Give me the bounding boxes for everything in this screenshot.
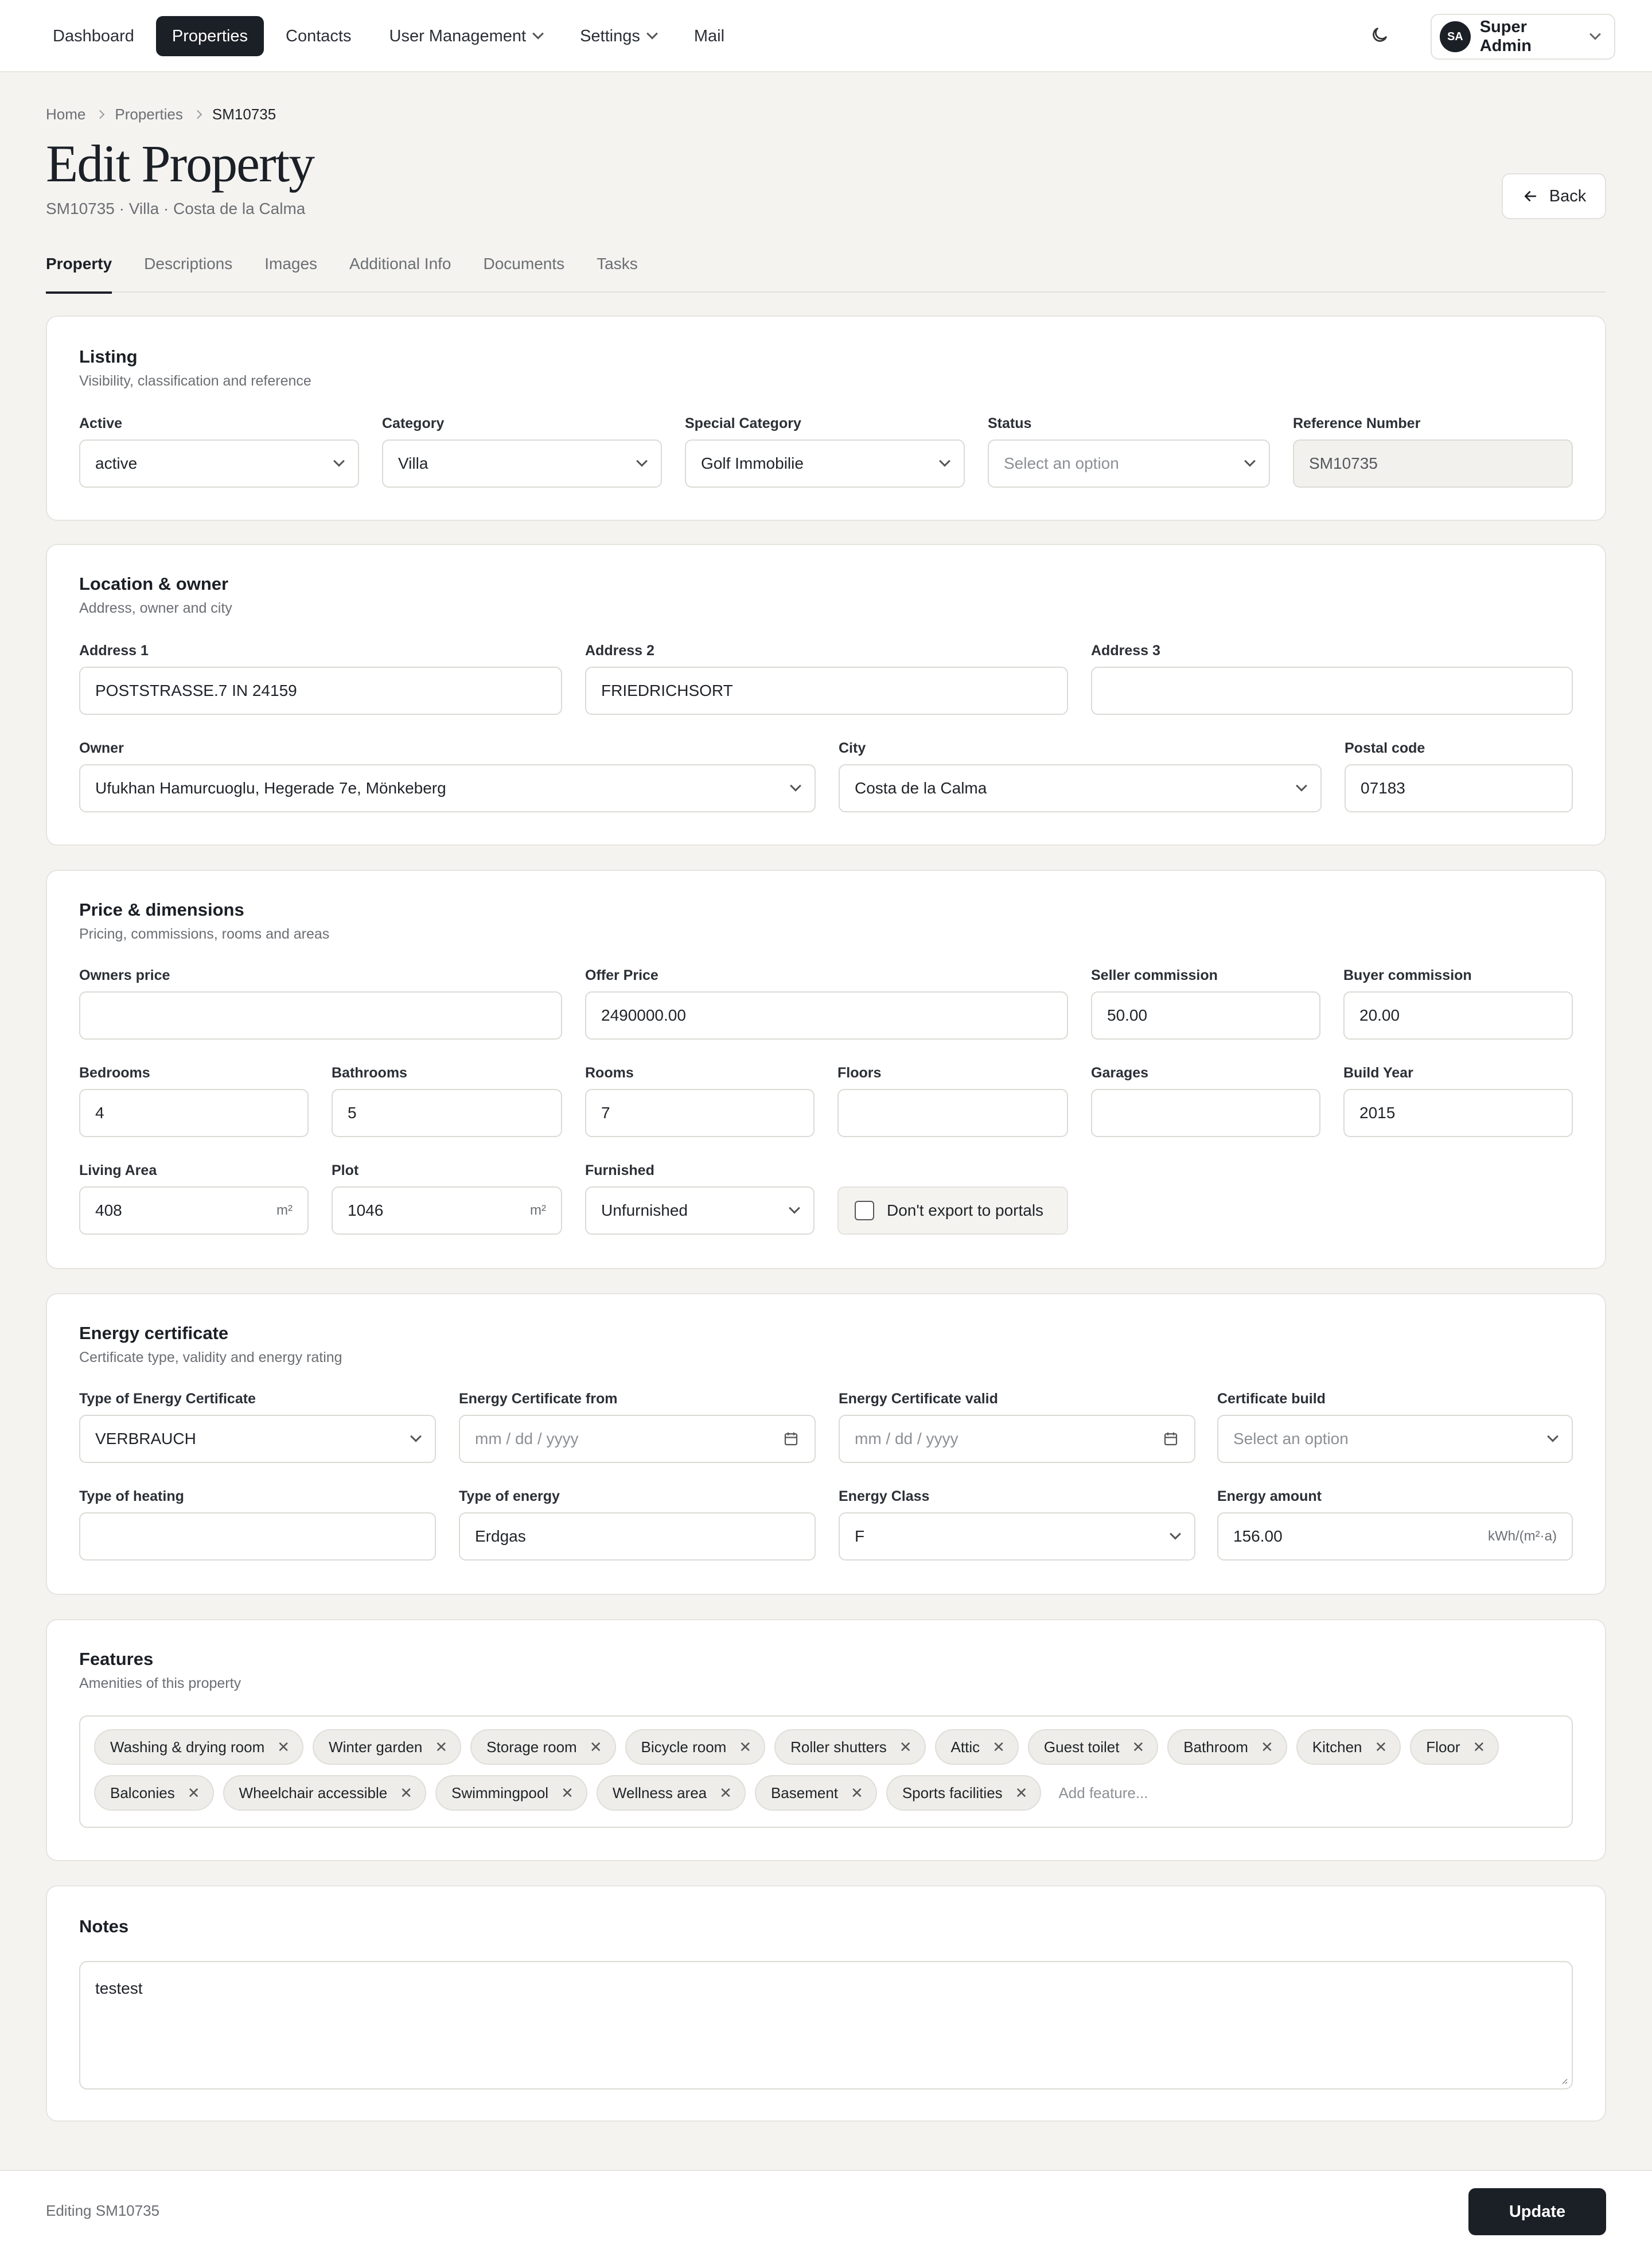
no-export-toggle[interactable]: [837, 1186, 1068, 1235]
category-select[interactable]: [382, 439, 662, 488]
location-card: [46, 544, 1606, 846]
reference-number-field: [1293, 439, 1573, 488]
garages-input[interactable]: [1091, 1089, 1320, 1137]
field-label: Build Year: [1343, 1065, 1413, 1081]
feature-chip: [1410, 1729, 1499, 1765]
field-value: FRIEDRICHSORT: [601, 682, 733, 699]
field-label: Energy Class: [839, 1488, 930, 1504]
build-year-input[interactable]: [1343, 1089, 1573, 1137]
postal-code-input[interactable]: [1345, 764, 1573, 812]
remove-chip-icon[interactable]: ✕: [719, 1784, 732, 1801]
back-label: Back: [1549, 186, 1587, 205]
page-title: Edit Property: [46, 134, 314, 193]
tab-images[interactable]: Images: [264, 255, 318, 273]
offer-price-input[interactable]: [585, 991, 1068, 1040]
energy-card: [46, 1293, 1606, 1595]
card-title: Listing: [79, 347, 138, 367]
certificate-from-date[interactable]: [459, 1415, 816, 1463]
nav-label: Properties: [172, 26, 248, 45]
field-label: Furnished: [585, 1162, 654, 1178]
unit-label: kWh/(m²·a): [1488, 1528, 1557, 1544]
features-card: [46, 1619, 1606, 1861]
feature-chip: [625, 1729, 766, 1765]
field-label: Postal code: [1345, 740, 1425, 756]
field-label: Energy amount: [1217, 1488, 1322, 1504]
bedrooms-input[interactable]: [79, 1089, 309, 1137]
nav-user-management[interactable]: [373, 16, 559, 56]
feature-chip: [755, 1775, 877, 1811]
update-button[interactable]: Update: [1468, 2188, 1606, 2235]
select-placeholder: Select an option: [1233, 1430, 1349, 1448]
feature-chip-row: [94, 1775, 1148, 1811]
field-label: Address 2: [585, 643, 654, 659]
energy-class-select[interactable]: [839, 1512, 1195, 1561]
remove-chip-icon[interactable]: ✕: [992, 1738, 1005, 1756]
chevron-down-icon: [1244, 456, 1256, 467]
chevron-down-icon: [333, 456, 345, 467]
card-subtitle: Address, owner and city: [79, 600, 232, 616]
address3-input[interactable]: [1091, 667, 1573, 715]
owners-price-input[interactable]: [79, 991, 562, 1040]
select-value: Unfurnished: [601, 1201, 688, 1219]
unit-label: m²: [530, 1203, 546, 1218]
city-select[interactable]: [839, 764, 1322, 812]
breadcrumb-home[interactable]: Home: [46, 106, 86, 123]
feature-chip-row: [94, 1729, 1499, 1765]
field-value: 50.00: [1107, 1006, 1148, 1024]
remove-chip-icon[interactable]: ✕: [739, 1738, 752, 1756]
field-label: Type of Energy Certificate: [79, 1391, 256, 1407]
main-nav: [37, 16, 741, 56]
tab-bar: [46, 252, 1606, 293]
field-label: Status: [988, 415, 1032, 431]
notes-card: [46, 1885, 1606, 2122]
unit-label: m²: [276, 1203, 293, 1218]
field-value: 5: [348, 1104, 357, 1122]
chevron-right-icon: [96, 110, 105, 119]
feature-chip: [597, 1775, 746, 1811]
field-label: Bedrooms: [79, 1065, 150, 1081]
feature-chip-label: Roller shutters: [790, 1738, 887, 1756]
feature-chip: [94, 1729, 303, 1765]
listing-card: [46, 316, 1606, 521]
nav-contacts[interactable]: [270, 16, 367, 56]
chevron-down-icon: [636, 456, 648, 467]
remove-chip-icon[interactable]: ✕: [851, 1784, 863, 1801]
chevron-down-icon: [939, 456, 950, 467]
select-value: F: [855, 1527, 865, 1545]
remove-chip-icon[interactable]: ✕: [561, 1784, 574, 1801]
nav-settings[interactable]: [564, 16, 672, 56]
remove-chip-icon[interactable]: ✕: [400, 1784, 412, 1801]
field-label: Seller commission: [1091, 967, 1218, 983]
date-placeholder: mm / dd / yyyy: [475, 1430, 579, 1448]
address2-input[interactable]: [585, 667, 1068, 715]
tab-documents[interactable]: Documents: [483, 255, 565, 273]
feature-chip: [435, 1775, 587, 1811]
feature-chip: [774, 1729, 925, 1765]
field-label: Category: [382, 415, 445, 431]
field-label: Active: [79, 415, 123, 431]
field-label: Floors: [837, 1065, 882, 1081]
card-subtitle: Amenities of this property: [79, 1675, 241, 1691]
calendar-icon[interactable]: [782, 1430, 800, 1448]
field-label: Address 1: [79, 643, 149, 659]
checkbox-label: Don't export to portals: [887, 1201, 1044, 1219]
status-select[interactable]: [988, 439, 1270, 488]
date-placeholder: mm / dd / yyyy: [855, 1430, 959, 1448]
field-label: Bathrooms: [332, 1065, 407, 1081]
field-value: Erdgas: [475, 1527, 526, 1545]
chevron-down-icon: [532, 28, 544, 40]
seller-commission-input[interactable]: [1091, 991, 1320, 1040]
remove-chip-icon[interactable]: ✕: [1132, 1738, 1145, 1756]
buyer-commission-input[interactable]: [1343, 991, 1573, 1040]
feature-chip-label: Guest toilet: [1043, 1738, 1120, 1756]
field-label: Address 3: [1091, 643, 1160, 659]
remove-chip-icon[interactable]: ✕: [1472, 1738, 1486, 1756]
field-label: Offer Price: [585, 967, 659, 983]
feature-chip-label: Swimmingpool: [451, 1784, 549, 1801]
field-label: Buyer commission: [1343, 967, 1472, 983]
feature-chip-label: Winter garden: [329, 1738, 423, 1756]
remove-chip-icon[interactable]: ✕: [435, 1738, 448, 1756]
nav-label: Contacts: [286, 26, 352, 45]
card-subtitle: Visibility, classification and reference: [79, 373, 311, 389]
calendar-icon[interactable]: [1162, 1430, 1179, 1448]
field-value: SM10735: [1309, 454, 1378, 472]
bathrooms-input[interactable]: [332, 1089, 562, 1137]
remove-chip-icon[interactable]: ✕: [589, 1738, 602, 1756]
breadcrumb: [46, 106, 276, 123]
footer-bar: [0, 2170, 1652, 2249]
breadcrumb-properties[interactable]: Properties: [115, 106, 183, 123]
feature-chip-label: Storage room: [486, 1738, 577, 1756]
select-value: active: [95, 454, 138, 472]
field-label: City: [839, 740, 866, 756]
feature-chip: [313, 1729, 461, 1765]
feature-chip: [1296, 1729, 1401, 1765]
select-placeholder: Select an option: [1004, 454, 1119, 472]
no-export-checkbox[interactable]: [855, 1201, 874, 1220]
feature-chip: [1028, 1729, 1158, 1765]
feature-chip-label: Attic: [950, 1738, 980, 1756]
nav-dashboard[interactable]: [37, 16, 150, 56]
field-label: Rooms: [585, 1065, 634, 1081]
arrow-left-icon: [1522, 188, 1539, 205]
field-label: Reference Number: [1293, 415, 1421, 431]
nav-label: User Management: [389, 26, 527, 45]
heating-type-input[interactable]: [79, 1512, 436, 1561]
feature-chip-label: Wellness area: [612, 1784, 707, 1801]
feature-chip-label: Kitchen: [1312, 1738, 1362, 1756]
nav-mail[interactable]: [678, 16, 741, 56]
field-value: 20.00: [1359, 1006, 1400, 1024]
select-value: Villa: [398, 454, 428, 472]
address1-input[interactable]: [79, 667, 562, 715]
field-label: Living Area: [79, 1162, 157, 1178]
field-label: Special Category: [685, 415, 801, 431]
select-value: Costa de la Calma: [855, 779, 987, 797]
field-label: Energy Certificate valid: [839, 1391, 998, 1407]
field-value: 2015: [1359, 1104, 1396, 1122]
field-label: Owner: [79, 740, 124, 756]
floors-input[interactable]: [837, 1089, 1068, 1137]
field-value: 4: [95, 1104, 104, 1122]
chevron-down-icon: [1296, 780, 1307, 792]
nav-label: Mail: [693, 26, 725, 45]
field-value: 156.00: [1233, 1527, 1283, 1545]
remove-chip-icon[interactable]: ✕: [1015, 1784, 1028, 1801]
certificate-valid-date[interactable]: [839, 1415, 1195, 1463]
feature-tag-input[interactable]: [79, 1715, 1573, 1828]
special-category-select[interactable]: [685, 439, 965, 488]
field-value: 2490000.00: [601, 1006, 686, 1024]
price-card: [46, 870, 1606, 1269]
chevron-down-icon: [790, 780, 801, 792]
feature-chip-label: Balconies: [110, 1784, 175, 1801]
feature-chip: [935, 1729, 1019, 1765]
back-button[interactable]: [1502, 173, 1606, 219]
energy-amount-input[interactable]: [1217, 1512, 1573, 1561]
user-menu-button[interactable]: [1431, 14, 1615, 60]
feature-chip-label: Basement: [770, 1784, 839, 1801]
card-title: Features: [79, 1649, 154, 1669]
certificate-type-select[interactable]: [79, 1415, 436, 1463]
living-area-input[interactable]: [79, 1186, 309, 1235]
feature-chip-label: Floor: [1426, 1738, 1460, 1756]
owner-select[interactable]: [79, 764, 816, 812]
chevron-down-icon: [1589, 29, 1601, 40]
field-label: Type of heating: [79, 1488, 184, 1504]
chevron-down-icon: [1170, 1528, 1181, 1540]
select-value: Golf Immobilie: [701, 454, 804, 472]
remove-chip-icon[interactable]: ✕: [1260, 1738, 1273, 1756]
feature-chip: [470, 1729, 615, 1765]
notes-textarea[interactable]: [79, 1961, 1573, 2090]
feature-chip-label: Wheelchair accessible: [239, 1784, 388, 1801]
card-title: Energy certificate: [79, 1323, 229, 1343]
feature-chip: [886, 1775, 1042, 1811]
nav-label: Dashboard: [53, 26, 134, 45]
chevron-down-icon: [410, 1431, 422, 1442]
field-value: 07183: [1361, 779, 1405, 797]
field-label: Energy Certificate from: [459, 1391, 618, 1407]
chevron-down-icon: [646, 28, 658, 40]
card-title: Location & owner: [79, 574, 229, 594]
select-value: VERBRAUCH: [95, 1430, 196, 1448]
remove-chip-icon[interactable]: ✕: [277, 1738, 290, 1756]
chevron-right-icon: [193, 110, 202, 119]
field-value: 1046: [348, 1201, 384, 1219]
card-title: Price & dimensions: [79, 900, 244, 920]
top-navbar: [0, 0, 1652, 72]
field-value: 408: [95, 1201, 122, 1219]
furnished-select[interactable]: [585, 1186, 815, 1235]
remove-chip-icon[interactable]: ✕: [1374, 1738, 1388, 1756]
field-label: Certificate build: [1217, 1391, 1326, 1407]
page-subtitle: SM10735 · Villa · Costa de la Calma: [46, 200, 306, 217]
tab-property[interactable]: Property: [46, 252, 112, 293]
plot-input[interactable]: [332, 1186, 562, 1235]
active-select[interactable]: [79, 439, 359, 488]
feature-chip-label: Sports facilities: [902, 1784, 1003, 1801]
moon-icon[interactable]: [1370, 25, 1389, 45]
select-value: Ufukhan Hamurcuoglu, Hegerade 7e, Mönkeberg: [95, 779, 446, 797]
field-label: Owners price: [79, 967, 170, 983]
nav-properties[interactable]: [156, 16, 264, 56]
feature-chip-label: Bathroom: [1183, 1738, 1248, 1756]
editing-status: Editing SM10735: [46, 2202, 160, 2219]
feature-chip-label: Bicycle room: [641, 1738, 727, 1756]
resize-handle-icon[interactable]: [1559, 2076, 1568, 2085]
feature-chip: [94, 1775, 214, 1811]
remove-chip-icon[interactable]: ✕: [899, 1738, 912, 1756]
card-subtitle: Certificate type, validity and energy rating: [79, 1349, 342, 1365]
avatar: SA: [1440, 21, 1471, 52]
notes-value: testest: [95, 1979, 143, 1997]
tab-descriptions[interactable]: Descriptions: [144, 255, 233, 273]
field-label: Garages: [1091, 1065, 1149, 1081]
nav-label: Settings: [580, 26, 640, 45]
card-subtitle: Pricing, commissions, rooms and areas: [79, 926, 330, 942]
feature-chip: [1167, 1729, 1287, 1765]
certificate-build-select[interactable]: [1217, 1415, 1573, 1463]
tab-additional-info[interactable]: Additional Info: [349, 255, 451, 273]
feature-chip-label: Washing & drying room: [110, 1738, 265, 1756]
user-name: Super Admin: [1479, 18, 1532, 55]
breadcrumb-current: SM10735: [212, 106, 276, 123]
rooms-input[interactable]: [585, 1089, 815, 1137]
field-label: Type of energy: [459, 1488, 560, 1504]
card-title: Notes: [79, 1916, 129, 1936]
chevron-down-icon: [789, 1203, 800, 1214]
remove-chip-icon[interactable]: ✕: [187, 1784, 200, 1801]
field-label: Plot: [332, 1162, 359, 1178]
add-feature-input[interactable]: Add feature...: [1058, 1784, 1148, 1801]
field-value: 7: [601, 1104, 610, 1122]
field-value: POSTSTRASSE.7 IN 24159: [95, 682, 297, 699]
feature-chip: [223, 1775, 426, 1811]
chevron-down-icon: [1547, 1431, 1559, 1442]
energy-type-input[interactable]: [459, 1512, 816, 1561]
tab-tasks[interactable]: Tasks: [597, 255, 638, 273]
